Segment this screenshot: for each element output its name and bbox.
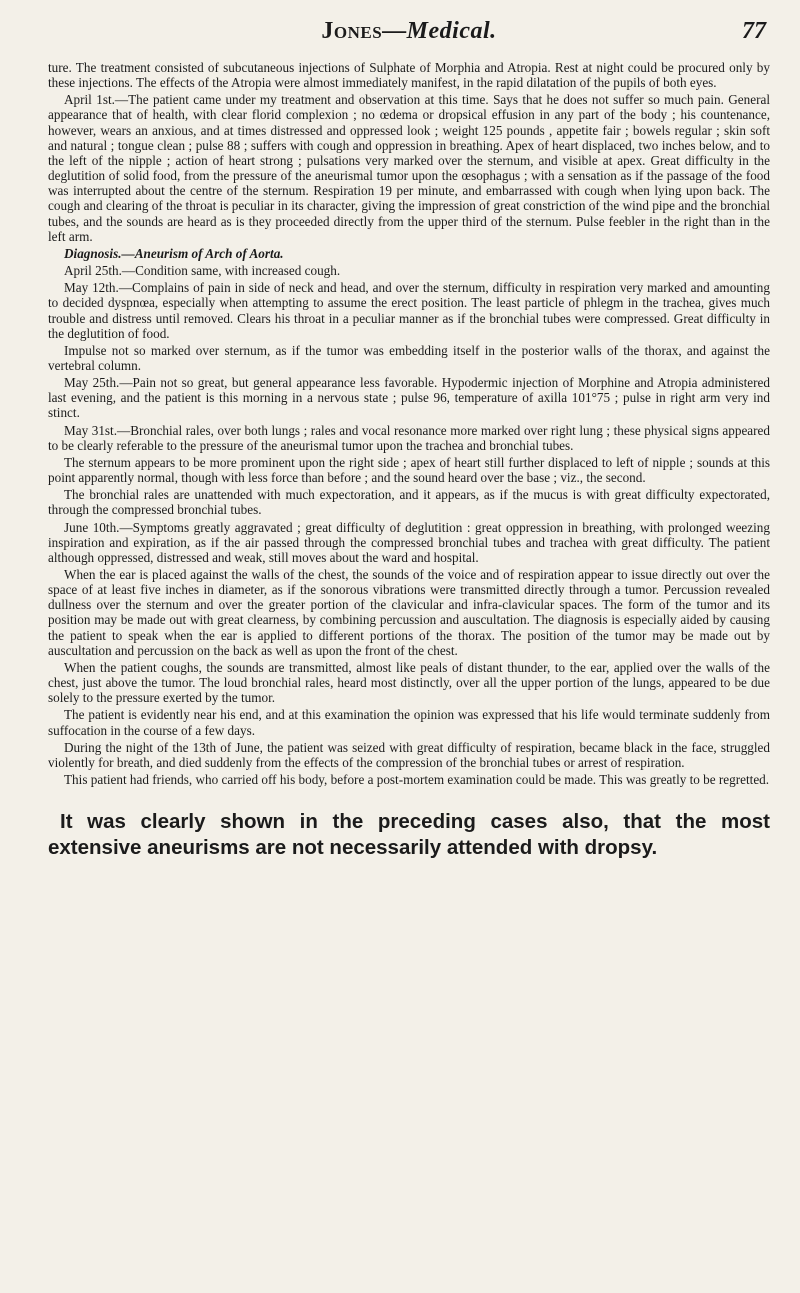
conclusion-statement: It was clearly shown in the preceding cases also, that the most extensive aneurisms are not necessarily attended with dropsy. — [48, 810, 770, 860]
paragraph: The sternum appears to be more prominent upon the right side ; apex of heart still further displaced to left of nipple ; sounds at this point apparently normal, though with less force than before ; and the sound heard over the base ; viz., the second. — [48, 454, 770, 486]
paragraph: June 10th.—Symptoms greatly aggravated ; great difficulty of deglutition : great oppression in breathing, with prolonged weezing inspiration and expiration, as if the air passed through the compressed bronchial tubes and trachea with great difficulty. The patient although oppressed, distressed and weak, still moves about the ward and hospital. — [48, 519, 770, 565]
paragraph: This patient had friends, who carried off his body, before a post-mortem examination could be made. This was greatly to be regretted. — [64, 772, 770, 788]
diagnosis-label: Diagnosis.—Aneurism of Arch of Aorta. — [64, 245, 284, 261]
body-text — [48, 60, 770, 787]
diagnosis-line — [48, 246, 770, 261]
paragraph: The bronchial rales are unattended with much expectoration, and it appears, as if the mucus is with great difficulty expectorated, through the compressed bronchial tubes. — [48, 487, 770, 518]
paragraph: ture. The treatment consisted of subcutaneous injections of Sulphate of Morphia and Atropia. Rest at night could be procured only by these injections. The effects of the Atropia were almost immediately manifest, in the rapid dilatation of the pupils of both eyes. — [48, 60, 770, 91]
page-number: 77 — [742, 18, 766, 44]
paragraph: Impulse not so marked over sternum, as if the tumor was embedding itself in the posterior walls of the thorax, and against the vertebral column. — [48, 342, 770, 373]
running-title-dash: — — [382, 18, 407, 44]
paragraph: When the ear is placed against the walls of the chest, the sounds of the voice and of respiration appear to issue directly out over the space of at least five inches in diameter, as if the sonorous vibrations were transmitted directly through a tumor. Percussion revealed dullness over the sternum and over the greater portion of the clavicular and infra-clavicular spaces. The form of the tumor and its position may be made out with great clearness, by combining percussion and auscultation. The diagnosis is especially aided by causing the patient to speak when the ear is applied to different portions of the thorax. The position of the tumor may be made out by auscultation and percussion on the back as well as upon the front of the chest. — [48, 567, 770, 658]
running-title-author: Jones — [321, 18, 383, 44]
paragraph: April 25th.—Condition same, with increased cough. — [64, 263, 341, 279]
running-title-subject: Medical. — [406, 18, 497, 44]
paragraph: April 1st.—The patient came under my treatment and observation at this time. Says that he does not suffer so much pain. General appearance that of health, with clear florid complexion ; no œdema or dropsical effusion in any part of the body ; his countenance, however, wears an anxious, and at times distressed and oppressed look ; weight 125 pounds , appetite fair ; bowels regular ; skin soft and natural ; tongue clean ; pulse 88 ; suffers with cough and oppression in breathing. Apex of heart displaced, two inches below, and to the left of the nipple ; action of heart strong ; pulsations very marked over the sternum, and visible at apex. Great difficulty in the deglutition of solid food, from the pressure of the aneurismal tumor upon the œsophagus ; with a sensation as if the passage of the food was interrupted about the centre of the sternum. Respiration 19 per minute, and embarrassed with cough when lying upon back. The cough and clearing of the throat is peculiar in its character, giving the impression of great constriction of the wind pipe and the bronchial tubes, and the sounds are heard as is they proceeded directly from the upper third of the sternum. Pulse feebler in the right than in the left arm. — [48, 92, 770, 244]
paragraph: May 31st.—Bronchial rales, over both lungs ; rales and vocal resonance more marked over right lung ; these physical signs appeared to be clearly referable to the pressure of the aneurismal tumor upon the trachea and bronchial tubes. — [48, 422, 770, 453]
paragraph: During the night of the 13th of June, the patient was seized with great difficulty of respiration, became black in the face, struggled violently for breath, and died suddenly from the effects of the compression of the bronchial tubes or arrest of respiration. — [48, 739, 770, 770]
paragraph: May 25th.—Pain not so great, but general appearance less favorable. Hypodermic injection of Morphine and Atropia administered last evening, and the patient is this morning in a nervous state ; pulse 96, temperature of axilla 101°75 ; pulse in right arm very ind stinct. — [48, 375, 770, 421]
paragraph: When the patient coughs, the sounds are transmitted, almost like peals of distant thunder, to the ear, applied over the walls of the chest, just above the tumor. The loud bronchial rales, heard most distinctly, over all the upper portion of the lungs, appeared to be due solely to the pressure exerted by the tumor. — [48, 659, 770, 706]
paragraph: May 12th.—Complains of pain in side of neck and head, and over the sternum, difficulty in respiration very marked and amounting to decided dyspnœa, especially when attempting to assume the erect position. The least particle of phlegm in the trachea, gives much trouble and distress until removed. Clears his throat in a peculiar manner as if the bronchial tubes were compressed. Great difficulty in the deglutition of food. — [48, 280, 770, 341]
paragraph: The patient is evidently near his end, and at this examination the opinion was expressed that his life would terminate suddenly from suffocation in the course of a few days. — [48, 707, 770, 738]
running-head — [48, 18, 770, 48]
running-title — [48, 18, 770, 45]
